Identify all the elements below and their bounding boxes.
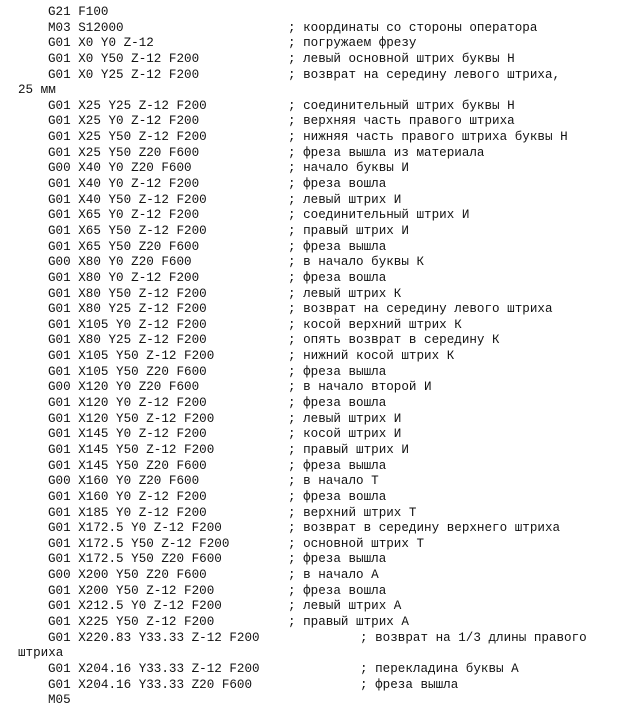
code-line — [18, 427, 618, 443]
wrapped-text: штриха — [18, 646, 64, 661]
gcode-comment: ; фреза вышла — [288, 552, 387, 567]
code-line — [18, 146, 618, 162]
gcode-comment: ; в начало буквы К — [288, 255, 425, 270]
gcode-command: G01 X145 Y0 Z-12 F200 — [48, 427, 207, 442]
code-line — [18, 474, 618, 490]
gcode-comment: ; нижняя часть правого штриха буквы Н — [288, 130, 568, 145]
gcode-command: G01 X0 Y50 Z-12 F200 — [48, 51, 200, 66]
gcode-comment: ; левый штрих К — [288, 286, 402, 301]
code-line — [18, 193, 618, 209]
code-line — [18, 443, 618, 459]
gcode-command: G01 X185 Y0 Z-12 F200 — [48, 505, 207, 520]
code-line — [18, 349, 618, 365]
gcode-command: G01 X25 Y0 Z-12 F200 — [48, 114, 200, 129]
code-line — [18, 21, 618, 37]
gcode-comment: ; правый штрих И — [288, 223, 409, 238]
gcode-command: G00 X80 Y0 Z20 F600 — [48, 255, 192, 270]
gcode-command: G01 X25 Y50 Z20 F600 — [48, 145, 200, 160]
gcode-command: G01 X80 Y25 Z-12 F200 — [48, 333, 207, 348]
gcode-command: G01 X105 Y50 Z20 F600 — [48, 364, 207, 379]
gcode-command: G01 X120 Y50 Z-12 F200 — [48, 411, 215, 426]
code-line — [18, 380, 618, 396]
gcode-command: G01 X65 Y50 Z20 F600 — [48, 239, 200, 254]
gcode-command: G01 X0 Y25 Z-12 F200 — [48, 67, 200, 82]
code-line — [18, 459, 618, 475]
code-line — [18, 224, 618, 240]
code-line — [18, 130, 618, 146]
gcode-comment: ; фреза вышла из материала — [288, 145, 485, 160]
gcode-comment: ; возврат на середину левого штриха — [288, 302, 553, 317]
code-line — [18, 693, 618, 709]
code-line — [18, 36, 618, 52]
gcode-command: G01 X225 Y50 Z-12 F200 — [48, 614, 215, 629]
gcode-comment: ; фреза вошла — [288, 489, 387, 504]
code-line — [18, 99, 618, 115]
gcode-command: G01 X160 Y0 Z-12 F200 — [48, 489, 207, 504]
gcode-comment: ; погружаем фрезу — [288, 36, 417, 51]
gcode-comment: ; координаты со стороны оператора — [288, 20, 538, 35]
gcode-comment: ; в начало второй И — [288, 380, 432, 395]
gcode-comment: ; в начало А — [288, 568, 379, 583]
gcode-command: G01 X80 Y50 Z-12 F200 — [48, 286, 207, 301]
gcode-command: G01 X65 Y50 Z-12 F200 — [48, 223, 207, 238]
gcode-comment: ; левый штрих А — [288, 599, 402, 614]
gcode-comment: ; фреза вошла — [288, 177, 387, 192]
gcode-command: G01 X105 Y50 Z-12 F200 — [48, 349, 215, 364]
code-line — [18, 584, 618, 600]
code-line — [18, 161, 618, 177]
gcode-command: G01 X212.5 Y0 Z-12 F200 — [48, 599, 222, 614]
gcode-command: G00 X200 Y50 Z20 F600 — [48, 568, 207, 583]
code-line — [18, 646, 618, 662]
code-line — [18, 506, 618, 522]
gcode-comment: ; в начало Т — [288, 474, 379, 489]
gcode-comment: ; возврат на 1/3 длины правого — [360, 630, 587, 645]
gcode-command: M03 S12000 — [48, 20, 124, 35]
gcode-comment: ; фреза вышла — [288, 239, 387, 254]
code-line — [18, 83, 618, 99]
code-line — [18, 52, 618, 68]
gcode-command: G01 X172.5 Y0 Z-12 F200 — [48, 521, 222, 536]
code-line — [18, 271, 618, 287]
code-line — [18, 287, 618, 303]
gcode-comment: ; фреза вошла — [288, 396, 387, 411]
gcode-comment: ; фреза вошла — [288, 583, 387, 598]
code-line — [18, 255, 618, 271]
gcode-command: G01 X80 Y0 Z-12 F200 — [48, 270, 200, 285]
gcode-comment: ; возврат на середину левого штриха, — [288, 67, 561, 82]
gcode-comment: ; фреза вышла — [288, 364, 387, 379]
gcode-comment: ; возврат в середину верхнего штриха — [288, 521, 561, 536]
code-line — [18, 240, 618, 256]
gcode-command: G01 X25 Y25 Z-12 F200 — [48, 98, 207, 113]
gcode-command: G01 X105 Y0 Z-12 F200 — [48, 317, 207, 332]
gcode-comment: ; фреза вошла — [288, 270, 387, 285]
code-line — [18, 396, 618, 412]
gcode-command: G21 F100 — [48, 5, 109, 19]
code-line — [18, 208, 618, 224]
gcode-command: G01 X65 Y0 Z-12 F200 — [48, 208, 200, 223]
code-line — [18, 599, 618, 615]
gcode-command: G01 X40 Y0 Z-12 F200 — [48, 177, 200, 192]
gcode-comment: ; соединительный штрих И — [288, 208, 470, 223]
gcode-command: G00 X120 Y0 Z20 F600 — [48, 380, 200, 395]
gcode-comment: ; верхний штрих Т — [288, 505, 417, 520]
code-line — [18, 412, 618, 428]
code-line — [18, 678, 618, 694]
code-line — [18, 5, 618, 21]
code-line — [18, 537, 618, 553]
gcode-command: G00 X160 Y0 Z20 F600 — [48, 474, 200, 489]
gcode-comment: ; фреза вышла — [360, 677, 459, 692]
gcode-comment: ; опять возврат в середину К — [288, 333, 500, 348]
code-line — [18, 631, 618, 647]
gcode-command: G00 X40 Y0 Z20 F600 — [48, 161, 192, 176]
gcode-command: G01 X220.83 Y33.33 Z-12 F200 — [48, 630, 260, 645]
code-line — [18, 114, 618, 130]
gcode-comment: ; фреза вышла — [288, 458, 387, 473]
code-line — [18, 552, 618, 568]
gcode-comment: ; начало буквы И — [288, 161, 409, 176]
gcode-comment: ; основной штрих Т — [288, 536, 425, 551]
gcode-comment: ; правый штрих А — [288, 614, 409, 629]
gcode-command: G01 X0 Y0 Z-12 — [48, 36, 154, 51]
gcode-comment: ; нижний косой штрих К — [288, 349, 455, 364]
gcode-listing — [18, 5, 618, 709]
code-line — [18, 490, 618, 506]
gcode-command: G01 X204.16 Y33.33 Z-12 F200 — [48, 661, 260, 676]
gcode-comment: ; левый штрих И — [288, 411, 402, 426]
gcode-command: G01 X172.5 Y50 Z20 F600 — [48, 552, 222, 567]
code-line — [18, 68, 618, 84]
gcode-comment: ; соединительный штрих буквы Н — [288, 98, 515, 113]
code-line — [18, 333, 618, 349]
gcode-command: M05 — [48, 693, 71, 708]
code-line — [18, 177, 618, 193]
gcode-command: G01 X200 Y50 Z-12 F200 — [48, 583, 215, 598]
wrapped-text: 25 мм — [18, 83, 56, 98]
gcode-command: G01 X25 Y50 Z-12 F200 — [48, 130, 207, 145]
code-line — [18, 521, 618, 537]
code-line — [18, 615, 618, 631]
gcode-command: G01 X40 Y50 Z-12 F200 — [48, 192, 207, 207]
code-line — [18, 568, 618, 584]
code-line — [18, 302, 618, 318]
gcode-command: G01 X120 Y0 Z-12 F200 — [48, 396, 207, 411]
gcode-comment: ; косой штрих И — [288, 427, 402, 442]
gcode-comment: ; правый штрих И — [288, 442, 409, 457]
code-line — [18, 662, 618, 678]
gcode-command: G01 X145 Y50 Z-12 F200 — [48, 442, 215, 457]
code-line — [18, 318, 618, 334]
gcode-comment: ; косой верхний штрих К — [288, 317, 462, 332]
gcode-command: G01 X80 Y25 Z-12 F200 — [48, 302, 207, 317]
gcode-command: G01 X204.16 Y33.33 Z20 F600 — [48, 677, 253, 692]
gcode-command: G01 X145 Y50 Z20 F600 — [48, 458, 207, 473]
gcode-command: G01 X172.5 Y50 Z-12 F200 — [48, 536, 230, 551]
gcode-comment: ; верхняя часть правого штриха — [288, 114, 515, 129]
gcode-comment: ; левый штрих И — [288, 192, 402, 207]
gcode-comment: ; левый основной штрих буквы Н — [288, 51, 515, 66]
gcode-comment: ; перекладина буквы А — [360, 661, 519, 676]
code-line — [18, 365, 618, 381]
